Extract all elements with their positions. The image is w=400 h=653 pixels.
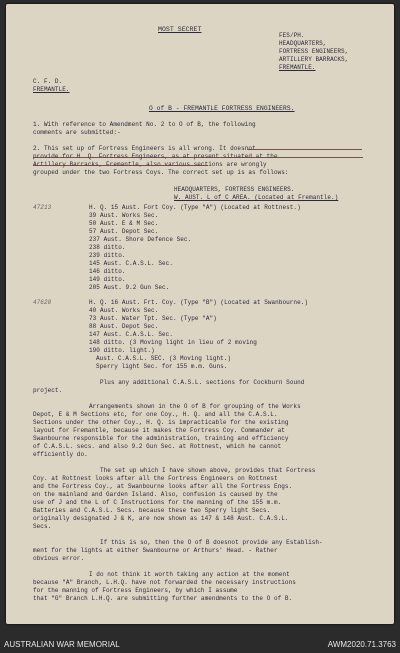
sender-line: ARTILLERY BARRACKS, bbox=[279, 56, 349, 63]
unit-line: 39 Aust. Works Sec. bbox=[89, 212, 159, 219]
setup-heading-line: W. AUST. L of C AREA. (Located at Fremantle.) bbox=[174, 194, 339, 201]
para-line: because "A" Branch, L.H.Q. have not forwarded the necessary instructions bbox=[33, 579, 296, 586]
para-line: 1. With reference to Amendment No. 2 to O of B, the following bbox=[33, 121, 256, 128]
document-page bbox=[6, 4, 394, 624]
sender-line: FORTRESS ENGINEERS, bbox=[279, 48, 349, 55]
unit-line: 148 ditto. (3 Moving light in lieu of 2 moving bbox=[89, 339, 257, 346]
sender-line: HEADQUARTERS, bbox=[279, 40, 327, 47]
security-heading: MOST SECRET bbox=[158, 26, 202, 33]
para-line: efficiently do. bbox=[33, 451, 88, 458]
para-line: for the manning of Fortress Engineers, by which I assume bbox=[33, 587, 238, 594]
para-line: originally designated J & K, are now shown as 147 & 148 Aust. C.A.S.L. bbox=[33, 515, 289, 522]
archive-footer bbox=[0, 630, 400, 653]
unit-line: 73 Aust. Water Tpt. Sec. (Type "A") bbox=[89, 315, 217, 322]
para-line: of C.A.S.L. secs. and also 9.2 Gun Sec. at Rottnest, which he cannot bbox=[33, 443, 282, 450]
recipient-line: FREMANTLE. bbox=[33, 86, 70, 93]
archive-reference: AWM2020.71.3763 bbox=[327, 640, 396, 649]
para-line: that "G" Branch L.H.Q. are submitting further amendments to the O of B. bbox=[33, 595, 293, 602]
unit-line: 40 Aust. Works Sec. bbox=[89, 307, 159, 314]
unit-line: 146 ditto. bbox=[89, 268, 126, 275]
unit-code: 47213 bbox=[33, 204, 52, 211]
para-line: Secs. bbox=[33, 523, 52, 530]
unit-line: 147 Aust. C.A.S.L. Sec. bbox=[89, 331, 173, 338]
strikethrough-mark bbox=[33, 157, 363, 158]
unit-line: 145 Aust. C.A.S.L. Sec. bbox=[89, 260, 173, 267]
unit-line: H. Q. 16 Aust. Frt. Coy. (Type "B") (Located at Swanbourne.) bbox=[89, 299, 309, 306]
para-line: If this is so, then the O of B doesnot provide any Establish- bbox=[100, 539, 323, 546]
setup-heading-line: HEADQUARTERS, FORTRESS ENGINEERS. bbox=[174, 186, 295, 193]
unit-code: 47620 bbox=[33, 299, 52, 306]
para-line: Swanbourne responsible for the administration, training and efficiency bbox=[33, 435, 289, 442]
sender-line: FREMANTLE. bbox=[279, 64, 316, 71]
para-line: project. bbox=[33, 387, 63, 394]
unit-line: 190 ditto. light.) bbox=[89, 347, 155, 354]
para-line: grouped under the two Fortress Coys. The correct set up is as follows: bbox=[33, 169, 289, 176]
unit-line: 149 ditto. bbox=[89, 276, 126, 283]
unit-line: Sperry light Sec. for 155 m.m. Guns. bbox=[96, 363, 228, 370]
document-title: O of B - FREMANTLE FORTRESS ENGINEERS. bbox=[149, 105, 295, 112]
unit-line: 88 Aust. Depot Sec. bbox=[89, 323, 159, 330]
unit-line: Aust. C.A.S.L. SEC. (3 Moving light.) bbox=[96, 355, 232, 362]
para-line: comments are submitted:- bbox=[33, 129, 121, 136]
para-line: Sections under the other Coy., H. Q. is impracticable for the existing bbox=[33, 419, 289, 426]
para-line: I do not think it worth taking any action at the moment bbox=[89, 571, 290, 578]
para-line: Batteries and C.A.S.L. Secs. because these two Sperry light Secs. bbox=[33, 507, 271, 514]
para-line: Artillery Barracks, Fremantle, also various sections are wrongly bbox=[33, 161, 267, 168]
unit-line: H. Q. 15 Aust. Fort Coy. (Type "A") (Located at Rottnest.) bbox=[89, 204, 301, 211]
sender-line: FES/PH. bbox=[279, 32, 305, 39]
unit-line: 50 Aust. E & M Sec. bbox=[89, 220, 159, 227]
para-line: obvious error. bbox=[33, 555, 85, 562]
archive-name: AUSTRALIAN WAR MEMORIAL bbox=[4, 640, 120, 649]
strikethrough-mark bbox=[33, 165, 208, 166]
para-line: provide for H. Q. Fortress Engineers, as at present situated at the bbox=[33, 153, 278, 160]
para-line: Plus any additional C.A.S.L. sections for Cockburn Sound bbox=[100, 379, 305, 386]
para-line: ment for the lights at either Swanbourne or Arthurs' Head. - Rather bbox=[33, 547, 278, 554]
strikethrough-mark bbox=[248, 149, 362, 150]
unit-line: 239 ditto. bbox=[89, 252, 126, 259]
para-line: use of J and the L of C Instructions for the manning of the 155 m.m. bbox=[33, 499, 282, 506]
para-line: The set up which I have shown above, provides that Fortress bbox=[100, 467, 316, 474]
para-line: 2. This set up of Fortress Engineers is all wrong. It doesnot bbox=[33, 145, 256, 152]
para-line: Coy. at Rottnest looks after all the Fortress Engineers on Rottnest bbox=[33, 475, 278, 482]
unit-line: 237 Aust. Shore Defence Sec. bbox=[89, 236, 192, 243]
unit-line: 57 Aust. Depot Sec. bbox=[89, 228, 159, 235]
para-line: Arrangements shown in the O of B for grouping of the Works bbox=[89, 403, 301, 410]
unit-line: 238 ditto. bbox=[89, 244, 126, 251]
para-line: Depot, E & M Sections etc, for one Coy., H. Q. and all the C.A.S.L. bbox=[33, 411, 278, 418]
recipient-line: C. F. D. bbox=[33, 78, 63, 85]
para-line: layout for Fremantle, because it makes the Fortress Coy. Commander at bbox=[33, 427, 285, 434]
para-line: and the Fortress Coy., at Swanbourne looks after all the Fortress Engs. bbox=[33, 483, 293, 490]
unit-line: 205 Aust. 9.2 Gun Sec. bbox=[89, 284, 170, 291]
para-line: on the mainland and Garden Island. Also, confusion is caused by the bbox=[33, 491, 278, 498]
